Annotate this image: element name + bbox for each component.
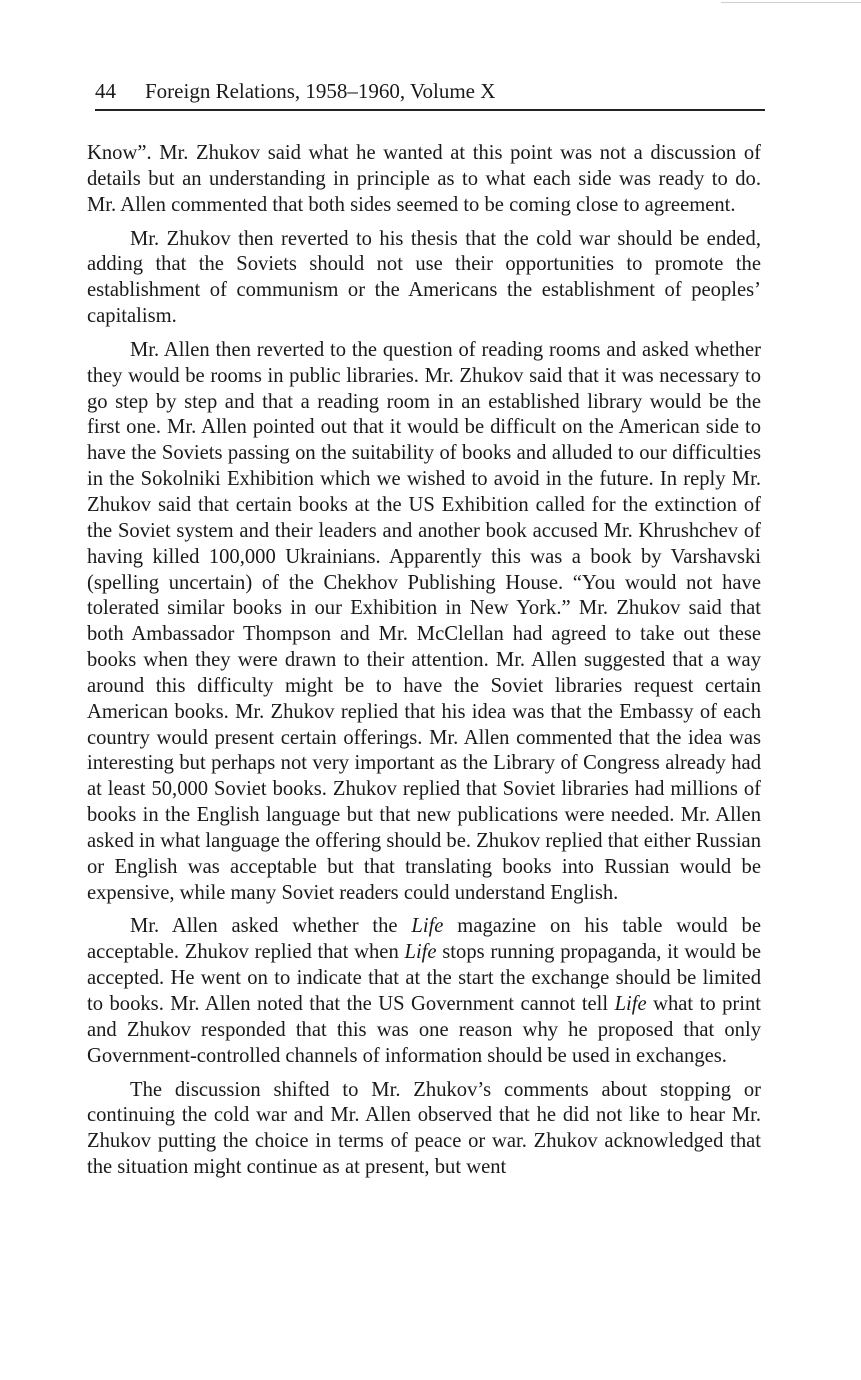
paragraph-peace-or-war: The discussion shifted to Mr. Zhukov’s comments about stopping or continuing the cold war and Mr. Allen observed that he did not like to hear Mr. Zhukov putting the choice in terms of peace or war. Zhukov acknowledged that the situation might continue as at present, but went bbox=[87, 1078, 761, 1179]
running-head bbox=[95, 76, 765, 111]
life-paragraph-text-4: what to print and Zhukov responded that this was one reason why he proposed that only Government-controlled channels of information should be used in exchanges. bbox=[87, 993, 761, 1067]
life-paragraph-text-3: stops running propaganda, it would be accepted. He went on to indicate that at the start the exchange should be limited to books. Mr. Allen noted that the US Government cannot tell bbox=[87, 941, 762, 1015]
paragraph-life-magazine bbox=[87, 914, 761, 1069]
life-paragraph-text-2: magazine on his table would be acceptable. Zhukov replied that when bbox=[87, 915, 761, 964]
scan-edge-line bbox=[721, 2, 861, 3]
paragraph-continuation: Know”. Mr. Zhukov said what he wanted at this point was not a discussion of details but an understanding in principle as to what each side was ready to do. Mr. Allen commented that both sides seemed to be coming close to agreement. bbox=[87, 142, 761, 216]
paragraph-reading-rooms: Mr. Allen then reverted to the question of reading rooms and asked whether they would be rooms in public libraries. Mr. Zhukov said that it was necessary to go step by step and that a reading room in an established library would be the first one. Mr. Allen pointed out that it would be difficult on the American side to have the Soviets passing on the suitability of books and alluded to our difficulties in the Sokolniki Exhibition which we wished to avoid in the future. In reply Mr. Zhukov said that certain books at the US Exhibition called for the extinction of the Soviet system and their leaders and another book accused Mr. Khrushchev of having killed 100,000 Ukrainians. Apparently this was a book by Varshavski (spelling uncertain) of the Chekhov Publishing House. “You would not have tolerated similar books in our Exhibition in New York.” Mr. Zhukov said that both Ambassador Thompson and Mr. McClellan had agreed to take out these books when they were drawn to their attention. Mr. Allen suggested that a way around this difficulty might be to have the Soviet libraries request certain American books. Mr. Zhukov replied that his idea was that the Embassy of each country would present certain offerings. Mr. Allen commented that the idea was interesting but perhaps not very important as the Library of Congress already had at least 50,000 Soviet books. Zhukov replied that Soviet libraries had millions of books in the English language but that new publications were needed. Mr. Allen asked in what language the offering should be. Zhukov replied that either Russian or English was acceptable but that translating books into Russian would be expensive, while many Soviet readers could understand English. bbox=[87, 338, 761, 904]
life-magazine-title: Life bbox=[411, 915, 444, 938]
life-paragraph-text-1: Mr. Allen asked whether the bbox=[130, 915, 412, 938]
page-number: 44 bbox=[95, 79, 116, 103]
life-magazine-title: Life bbox=[614, 993, 647, 1015]
body-text bbox=[87, 141, 761, 1189]
running-title: Foreign Relations, 1958–1960, Volume X bbox=[145, 79, 496, 103]
paragraph-cold-war-thesis: Mr. Zhukov then reverted to his thesis that the cold war should be ended, adding that the Soviets should not use their opportunities to promote the establishment of communism or the Americans the establishment of peoples’ capitalism. bbox=[87, 227, 761, 328]
life-magazine-title: Life bbox=[404, 941, 437, 964]
